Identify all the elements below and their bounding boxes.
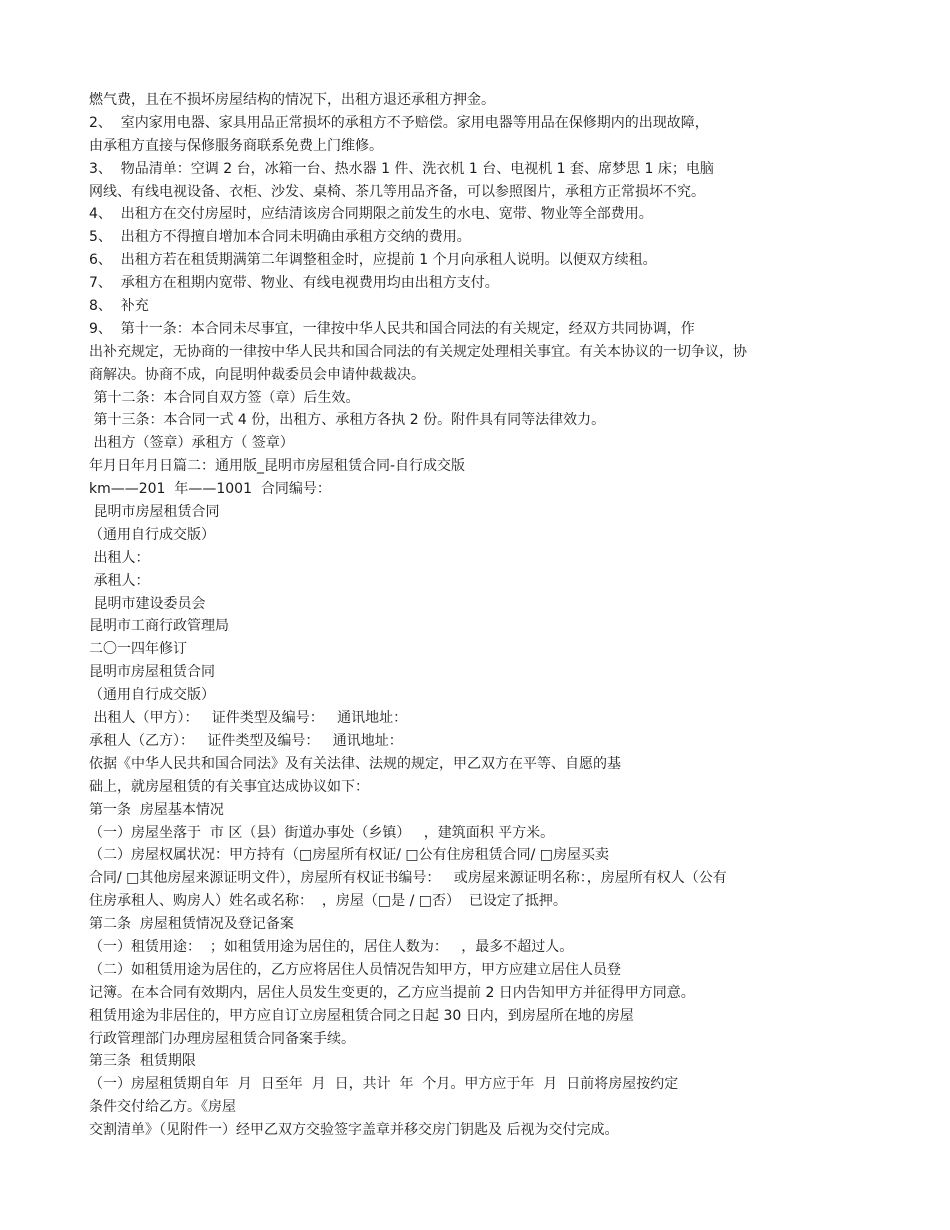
text-line: 合同/ □其他房屋来源证明文件），房屋所有权证书编号： 或房屋来源证明名称：，房屋所有权人（公有 [89, 870, 727, 887]
text-line: 出租方（签章）承租方（ 签章） [89, 435, 294, 452]
text-line: 行政管理部门办理房屋租赁合同备案手续。 [89, 1030, 355, 1047]
text-line: 出租人（甲方）： 证件类型及编号： 通讯地址： [89, 710, 408, 727]
text-line: 二〇一四年修订 [89, 641, 187, 658]
text-line: 记簿。在本合同有效期内，居住人员发生变更的，乙方应当提前 2 日内告知甲方并征得甲方同意。 [89, 984, 695, 1001]
text-line: 5、 出租方不得擅自增加本合同未明确由承租方交纳的费用。 [89, 229, 471, 246]
text-line: 承租人（乙方）： 证件类型及编号： 通讯地址： [89, 732, 403, 749]
text-line: 商解决。协商不成，向昆明仲裁委员会申请仲裁裁决。 [89, 366, 425, 383]
text-line: 住房承租人、购房人）姓名或名称： ，房屋（□是 / □否） 已设定了抵押。 [89, 893, 567, 910]
text-line: （通用自行成交版） [89, 687, 215, 704]
text-line: 昆明市房屋租赁合同 [89, 664, 215, 681]
text-line: 第一条 房屋基本情况 [89, 801, 224, 818]
text-line: 4、 出租方在交付房屋时，应结清该房合同期限之前发生的水电、宽带、物业等全部费用。 [89, 206, 653, 223]
text-line: （一）租赁用途： ；如租赁用途为居住的，居住人数为： ，最多不超过人。 [89, 938, 574, 955]
text-line: 网线、有线电视设备、衣柜、沙发、桌椅、茶几等用品齐备，可以参照图片，承租方正常损坏不究。 [89, 183, 705, 200]
text-line: 租赁用途为非居住的，甲方应自订立房屋租赁合同之日起 30 日内，到房屋所在地的房屋 [89, 1007, 634, 1024]
text-line: 燃气费，且在不损坏房屋结构的情况下，出租方退还承租方押金。 [89, 92, 495, 108]
text-line: 7、 承租方在租期内宽带、物业、有线电视费用均由出租方支付。 [89, 275, 499, 292]
text-line: 8、 补充 [89, 298, 149, 315]
text-line: （通用自行成交版） [89, 526, 215, 543]
text-line: 由承租方直接与保修服务商联系免费上门维修。 [89, 137, 383, 154]
text-line: 第二条 房屋租赁情况及登记备案 [89, 916, 294, 933]
text-line: 6、 出租方若在租赁期满第二年调整租金时，应提前 1 个月向承租人说明。以便双方续租。 [89, 252, 657, 269]
text-line: 9、 第十一条：本合同未尽事宜，一律按中华人民共和国合同法的有关规定，经双方共同协调，作 [89, 320, 695, 337]
document-body [89, 89, 900, 1142]
text-line: （二）房屋权属状况：甲方持有（□房屋所有权证/ □公有住房租赁合同/ □房屋买卖 [89, 847, 610, 864]
text-line: 出租人： [89, 549, 150, 566]
text-line: 第三条 租赁期限 [89, 1053, 196, 1070]
text-line: （一）房屋租赁期自年 月 日至年 月 日，共计 年 个月。甲方应于年 月 日前将房屋按约定 [89, 1076, 679, 1093]
text-line: 昆明市工商行政管理局 [89, 618, 229, 635]
text-line: 2、 室内家用电器、家具用品正常损坏的承租方不予赔偿。家用电器等用品在保修期内的出现故障， [89, 114, 709, 131]
text-line: （二）如租赁用途为居住的，乙方应将居住人员情况告知甲方，甲方应建立居住人员登 [89, 961, 621, 978]
text-line: km——201 年——1001 合同编号： [89, 481, 331, 498]
text-line: 依据《中华人民共和国合同法》及有关法律、法规的规定，甲乙双方在平等、自愿的基 [89, 755, 621, 772]
text-line: （一）房屋坐落于 市 区（县）街道办事处（乡镇） ，建筑面积 平方米。 [89, 824, 555, 841]
text-line: 3、 物品清单：空调 2 台，冰箱一台、热水器 1 件、洗衣机 1 台、电视机 1 套、席梦思 1 床；电脑 [89, 160, 714, 177]
text-line: 交割清单》（见附件一）经甲乙双方交验签字盖章并移交房门钥匙及 后视为交付完成。 [89, 1122, 619, 1139]
text-line: 年月日年月日篇二：通用版_昆明市房屋租赁合同-自行成交版 [89, 458, 466, 475]
text-line: 第十二条：本合同自双方签（章）后生效。 [89, 389, 360, 406]
text-line: 条件交付给乙方。《房屋 [89, 1099, 236, 1116]
text-line: 承租人： [89, 572, 150, 589]
text-line: 础上，就房屋租赁的有关事宜达成协议如下： [89, 778, 369, 795]
text-line: 昆明市房屋租赁合同 [89, 504, 220, 521]
text-line: 昆明市建设委员会 [89, 595, 206, 612]
text-line: 第十三条：本合同一式 4 份，出租方、承租方各执 2 份。附件具有同等法律效力。 [89, 412, 606, 429]
text-line: 出补充规定，无协商的一律按中华人民共和国合同法的有关规定处理相关事宜。有关本协议的一切争议，协 [89, 343, 747, 360]
